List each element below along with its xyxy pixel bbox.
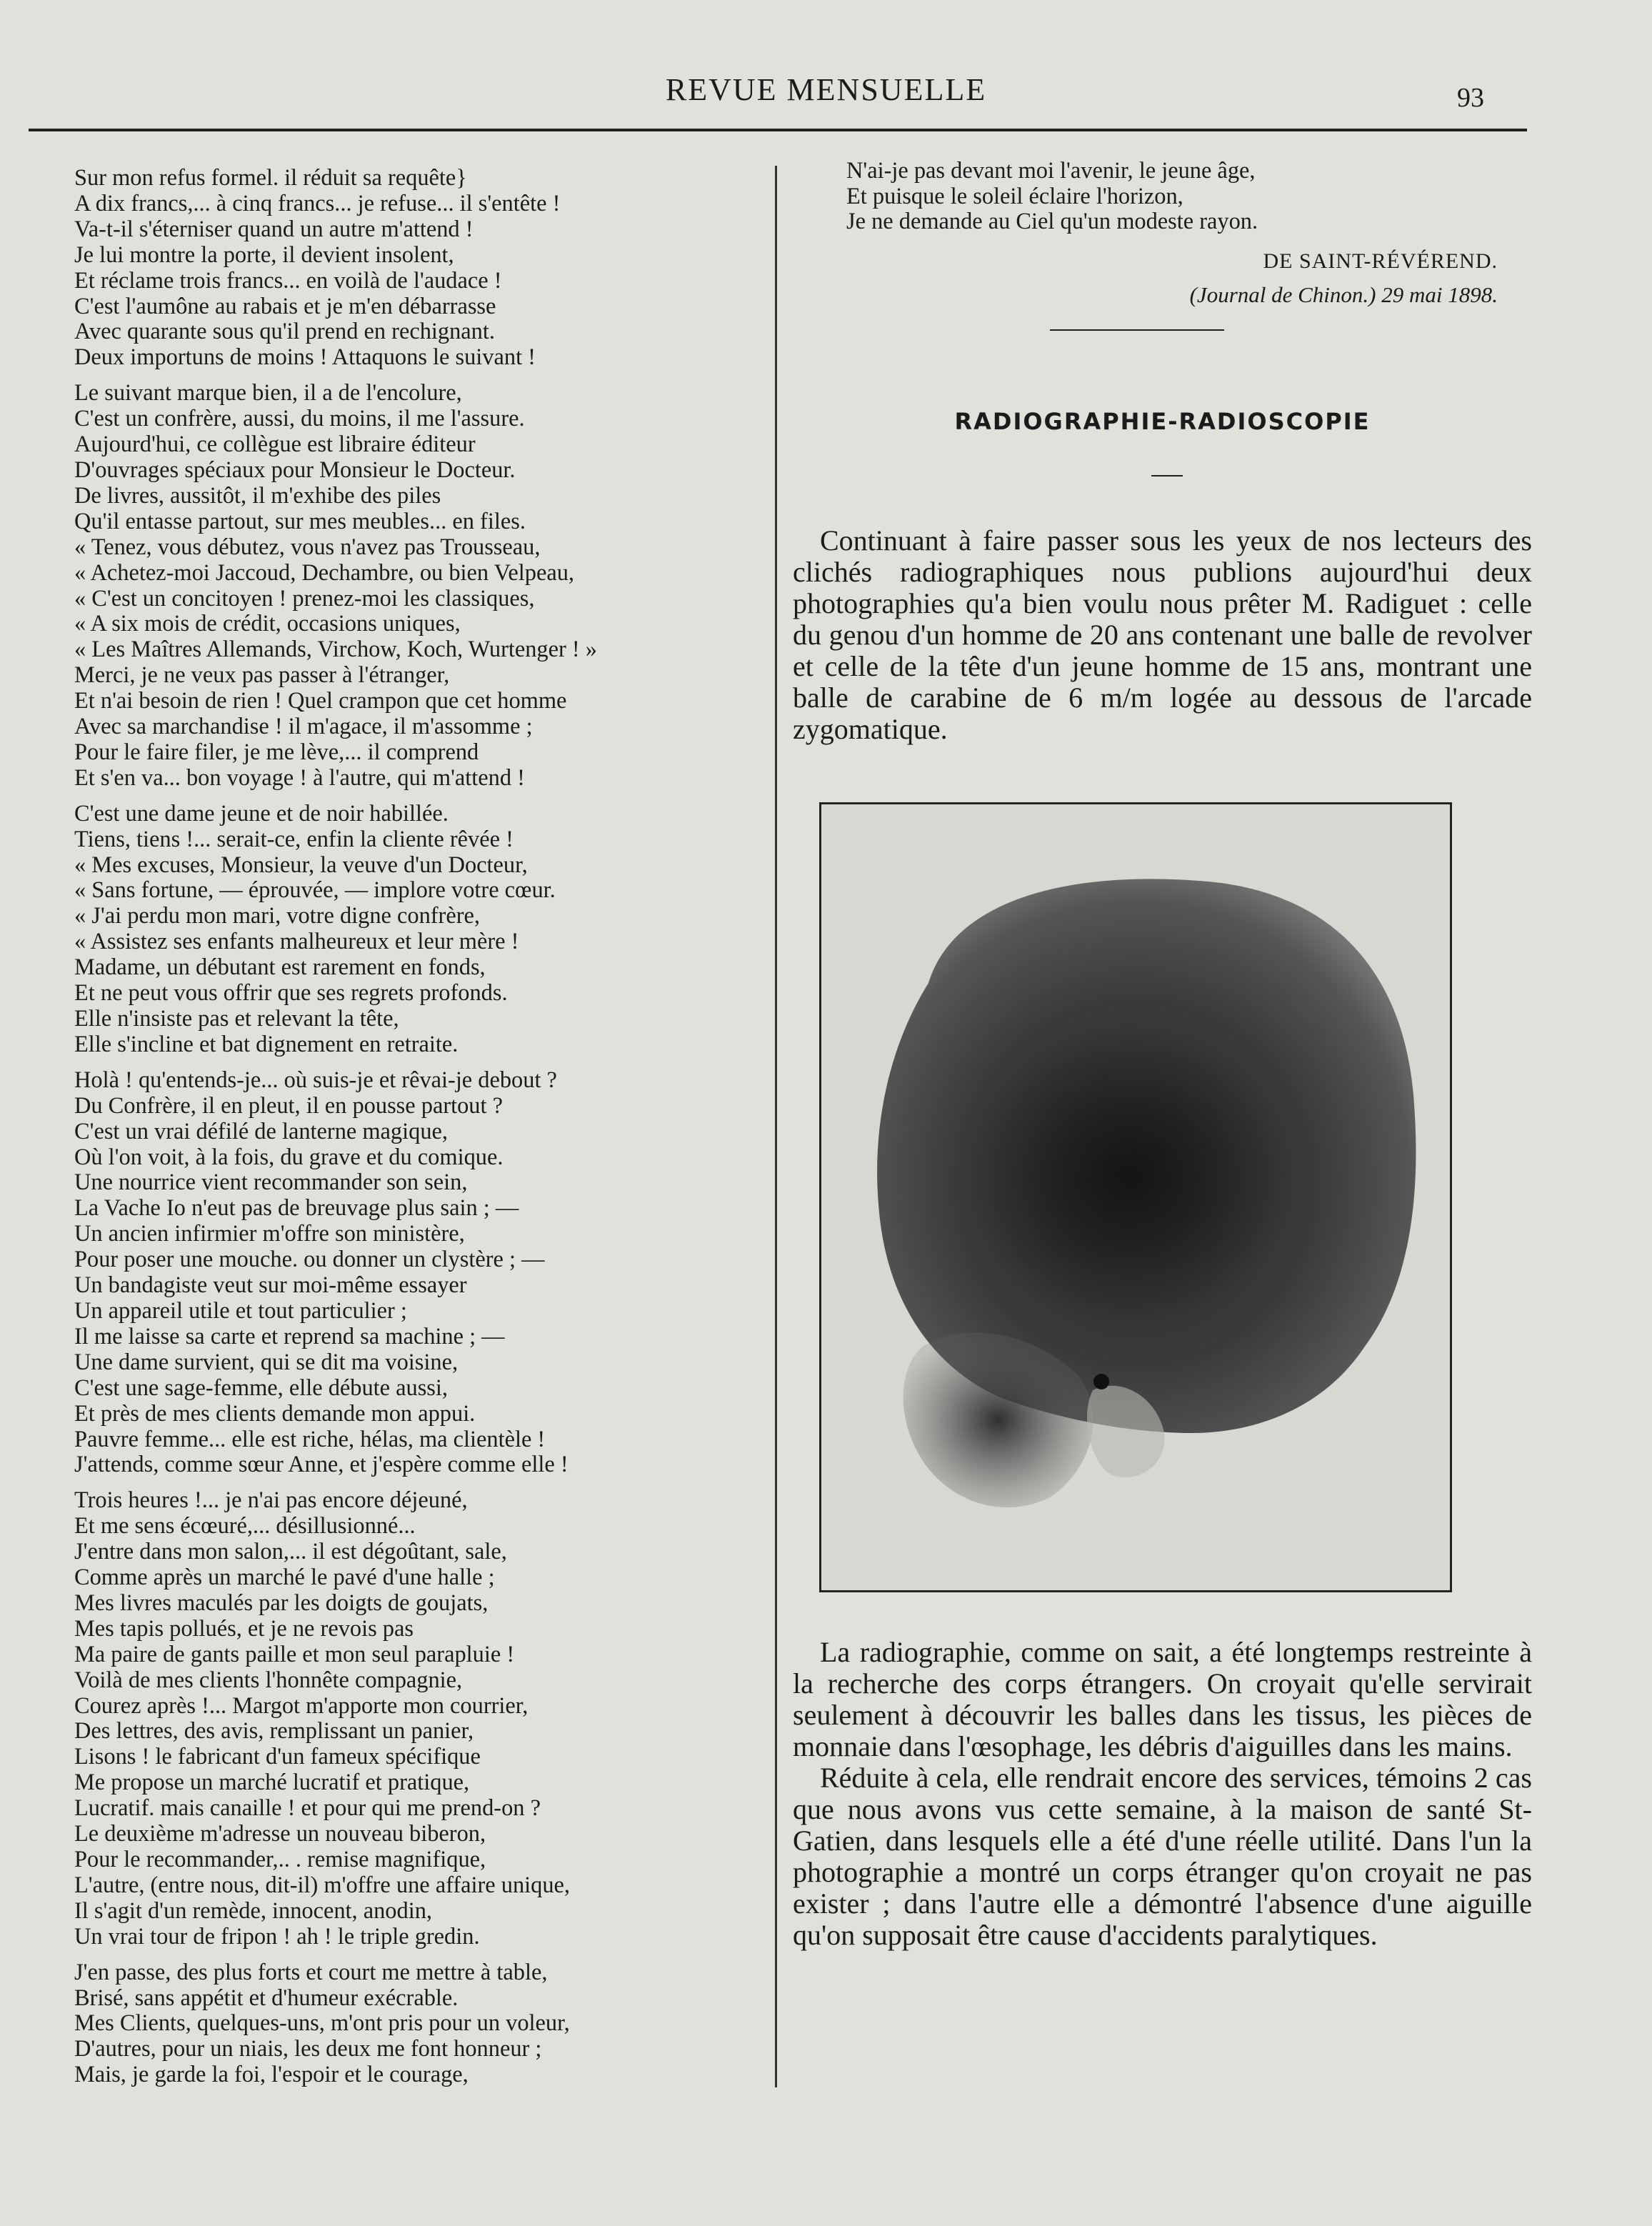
poem-line: L'autre, (entre nous, dit-il) m'offre une affaire unique, — [74, 1872, 571, 1898]
poem-stanza — [74, 802, 760, 1058]
article-title: RADIOGRAPHIE-RADIOSCOPIE — [954, 407, 1371, 435]
poem-line: Un bandagiste veut sur moi-même essayer — [74, 1272, 467, 1299]
poem-stanza — [74, 1488, 760, 1950]
poem-line: J'attends, comme sœur Anne, et j'espère comme elle ! — [74, 1452, 569, 1478]
radiograph-figure — [819, 802, 1452, 1592]
poem-line: Merci, je ne veux pas passer à l'étranger, — [74, 662, 450, 689]
poem-line: Madame, un débutant est rarement en fonds, — [74, 954, 486, 981]
skull-radiograph-image — [821, 804, 1450, 1590]
poem-line: Pour le recommander,.. . remise magnifique, — [74, 1847, 486, 1872]
poem-line: Pour le faire filer, je me lève,... il comprend — [74, 739, 479, 765]
poem-stanza — [74, 381, 760, 792]
poem-line: Pauvre femme... elle est riche, hélas, ma clientèle ! — [74, 1426, 546, 1452]
poem-line: C'est l'aumône au rabais et je m'en débarrasse — [74, 293, 496, 319]
article-paragraph: Réduite à cela, elle rendrait encore des services, témoins 2 cas que nous avons vus cette semaine, à la maison de santé St-Gatien, dans lesquels elle a été d'une réelle utilité. Dans l'un la photographie a montré un corps étranger qu'on croyait ne pas exister ; dans l'autre elle a démontré l'absence d'une aiguille qu'on supposait être cause d'accidents paralytiques. — [793, 1761, 1532, 1951]
poem-line: Un vrai tour de fripon ! ah ! le triple gredin. — [74, 1923, 480, 1950]
poem-line: Et s'en va... bon voyage ! à l'autre, qui m'attend ! — [74, 764, 525, 791]
poem-line: Holà ! qu'entends-je... où suis-je et rêvai-je debout ? — [74, 1067, 557, 1093]
header-rule — [29, 129, 1527, 131]
poem-line: D'autres, pour un niais, les deux me font honneur ; — [74, 2036, 542, 2062]
poem-line: Me propose un marché lucratif et pratique, — [74, 1770, 470, 1796]
title-dash — [1151, 475, 1183, 476]
article-paragraph: La radiographie, comme on sait, a été longtemps restreinte à la recherche des corps étrangers. On croyait qu'elle servirait seulement à découvrir les balles dans les tissus, les pièces de monnaie dans l'œsophage, les débris d'aiguilles dans les mains. — [793, 1635, 1532, 1762]
poem-line: « Mes excuses, Monsieur, la veuve d'un Docteur, — [74, 852, 528, 878]
column-divider — [775, 166, 777, 2087]
poem-line: Et puisque le soleil éclaire l'horizon, — [846, 183, 1183, 209]
poem-line: Aujourd'hui, ce collègue est libraire éditeur — [74, 431, 476, 458]
poem-line: Où l'on voit, à la fois, du grave et du comique. — [74, 1144, 504, 1170]
poem-line: Mes tapis pollués, et je ne revois pas — [74, 1615, 414, 1642]
poem-line: Et près de mes clients demande mon appui. — [74, 1400, 476, 1427]
poem-line: « Assistez ses enfants malheureux et leur mère ! — [74, 929, 519, 955]
poem-signature: DE SAINT-RÉVÉREND. — [1263, 249, 1498, 273]
poem-line: Va-t-il s'éterniser quand un autre m'attend ! — [74, 216, 474, 242]
poem-line: Deux importuns de moins ! Attaquons le suivant ! — [74, 344, 536, 371]
poem-line: « Achetez-moi Jaccoud, Dechambre, ou bien Velpeau, — [74, 559, 575, 586]
poem-line: Courez après !... Margot m'apporte mon courrier, — [74, 1692, 529, 1719]
poem-line: Qu'il entasse partout, sur mes meubles... en files. — [74, 508, 526, 534]
poem-line: Je lui montre la porte, il devient insolent, — [74, 241, 454, 268]
poem-line: Brisé, sans appétit et d'humeur exécrable. — [74, 1985, 459, 2011]
poem-line: « Sans fortune, — éprouvée, — implore votre cœur. — [74, 877, 556, 904]
poem-line: Le suivant marque bien, il a de l'encolure, — [74, 380, 462, 406]
poem-line: C'est un confrère, aussi, du moins, il me l'assure. — [74, 406, 525, 432]
poem-line: « Les Maîtres Allemands, Virchow, Koch, Wurtenger ! » — [74, 637, 597, 663]
poem-source: (Journal de Chinon.) 29 mai 1898. — [1189, 281, 1498, 307]
poem-stanza — [74, 166, 760, 371]
poem-line: D'ouvrages spéciaux pour Monsieur le Docteur. — [74, 456, 516, 483]
poem-line: Comme après un marché le pavé d'une halle ; — [74, 1564, 495, 1591]
poem-line: J'en passe, des plus forts et court me mettre à table, — [74, 1959, 548, 1985]
poem-line: Un appareil utile et tout particulier ; — [74, 1297, 407, 1324]
poem-stanza — [74, 1068, 760, 1479]
poem-line: Mais, je garde la foi, l'espoir et le courage, — [74, 2062, 469, 2088]
poem-line: « C'est un concitoyen ! prenez-moi les classiques, — [74, 585, 535, 612]
poem-line: Elle s'incline et bat dignement en retraite. — [74, 1031, 459, 1057]
poem-line: Je ne demande au Ciel qu'un modeste rayon. — [846, 209, 1258, 234]
poem-line: Mes livres maculés par les doigts de goujats, — [74, 1589, 489, 1616]
poem-line: Mes Clients, quelques-uns, m'ont pris pour un voleur, — [74, 2010, 570, 2037]
poem-line: Il s'agit d'un remède, innocent, anodin, — [74, 1897, 432, 1924]
poem-line: Et réclame trois francs... en voilà de l'audace ! — [74, 267, 502, 294]
poem-line: « A six mois de crédit, occasions uniques, — [74, 611, 461, 637]
poem-line: Et n'ai besoin de rien ! Quel crampon que cet homme — [74, 688, 567, 714]
poem-column — [74, 166, 760, 2088]
poem-line: « Tenez, vous débutez, vous n'avez pas Trousseau, — [74, 534, 541, 560]
poem-line: J'entre dans mon salon,... il est dégoûtant, sale, — [74, 1539, 507, 1565]
poem-line: Sur mon refus formel. il réduit sa requête} — [74, 165, 467, 191]
article-body — [793, 1637, 1532, 1951]
poem-line: Un ancien infirmier m'offre son ministère, — [74, 1221, 465, 1247]
poem-line: Tiens, tiens !... serait-ce, enfin la cliente rêvée ! — [74, 826, 514, 852]
poem-line: « J'ai perdu mon mari, votre digne confrère, — [74, 903, 480, 929]
poem-line: N'ai-je pas devant moi l'avenir, le jeune âge, — [846, 158, 1256, 184]
right-column — [793, 159, 1532, 1951]
poem-line: C'est une sage-femme, elle débute aussi, — [74, 1374, 449, 1401]
poem-continuation — [846, 159, 1532, 235]
poem-line: Trois heures !... je n'ai pas encore déjeuné, — [74, 1487, 468, 1514]
poem-line: Une dame survient, qui se dit ma voisine, — [74, 1349, 459, 1375]
poem-line: Voilà de mes clients l'honnête compagnie, — [74, 1667, 463, 1693]
poem-line: C'est un vrai défilé de lanterne magique, — [74, 1118, 448, 1144]
poem-line: Ma paire de gants paille et mon seul parapluie ! — [74, 1641, 515, 1667]
poem-line: Pour poser une mouche. ou donner un clystère ; — — [74, 1247, 545, 1273]
poem-line: Lucratif. mais canaille ! et pour qui me prend-on ? — [74, 1795, 541, 1822]
poem-line: Avec quarante sous qu'il prend en rechignant. — [74, 319, 495, 345]
poem-line: A dix francs,... à cinq francs... je refuse... il s'entête ! — [74, 190, 561, 216]
poem-line: Elle n'insiste pas et relevant la tête, — [74, 1006, 399, 1032]
poem-line: Des lettres, des avis, remplissant un panier, — [74, 1718, 474, 1745]
section-rule — [1050, 329, 1224, 331]
poem-line: Du Confrère, il en pleut, il en pousse partout ? — [74, 1092, 503, 1119]
poem-line: Il me laisse sa carte et reprend sa machine ; — — [74, 1323, 505, 1349]
poem-line: Avec sa marchandise ! il m'agace, il m'assomme ; — [74, 714, 533, 740]
poem-line: Et ne peut vous offrir que ses regrets profonds. — [74, 980, 508, 1007]
poem-line: Lisons ! le fabricant d'un fameux spécifique — [74, 1744, 481, 1770]
article-intro — [793, 525, 1532, 745]
poem-line: Et me sens écœuré,... désillusionné... — [74, 1513, 416, 1539]
poem-line: C'est une dame jeune et de noir habillée. — [74, 800, 449, 827]
poem-line: La Vache Io n'eut pas de breuvage plus sain ; — — [74, 1195, 519, 1222]
article-intro-text: Continuant à faire passer sous les yeux de nos lecteurs des clichés radiographiques nous publions aujourd'hui deux photographies qu'a bien voulu nous prêter M. Radiguet : celle du genou d'un homme de 20 ans contenant une balle de revolver et celle de la tête d'un jeune homme de 15 ans, montrant une balle de carabine de 6 m/m logée au dessous de l'arcade zygomatique. — [793, 524, 1532, 745]
running-title: REVUE MENSUELLE — [665, 72, 987, 107]
poem-line: Une nourrice vient recommander son sein, — [74, 1169, 468, 1196]
poem-line: Le deuxième m'adresse un nouveau biberon, — [74, 1821, 486, 1847]
page-number: 93 — [1457, 83, 1484, 113]
poem-stanza — [74, 1960, 760, 2089]
poem-line: De livres, aussitôt, il m'exhibe des piles — [74, 482, 441, 509]
